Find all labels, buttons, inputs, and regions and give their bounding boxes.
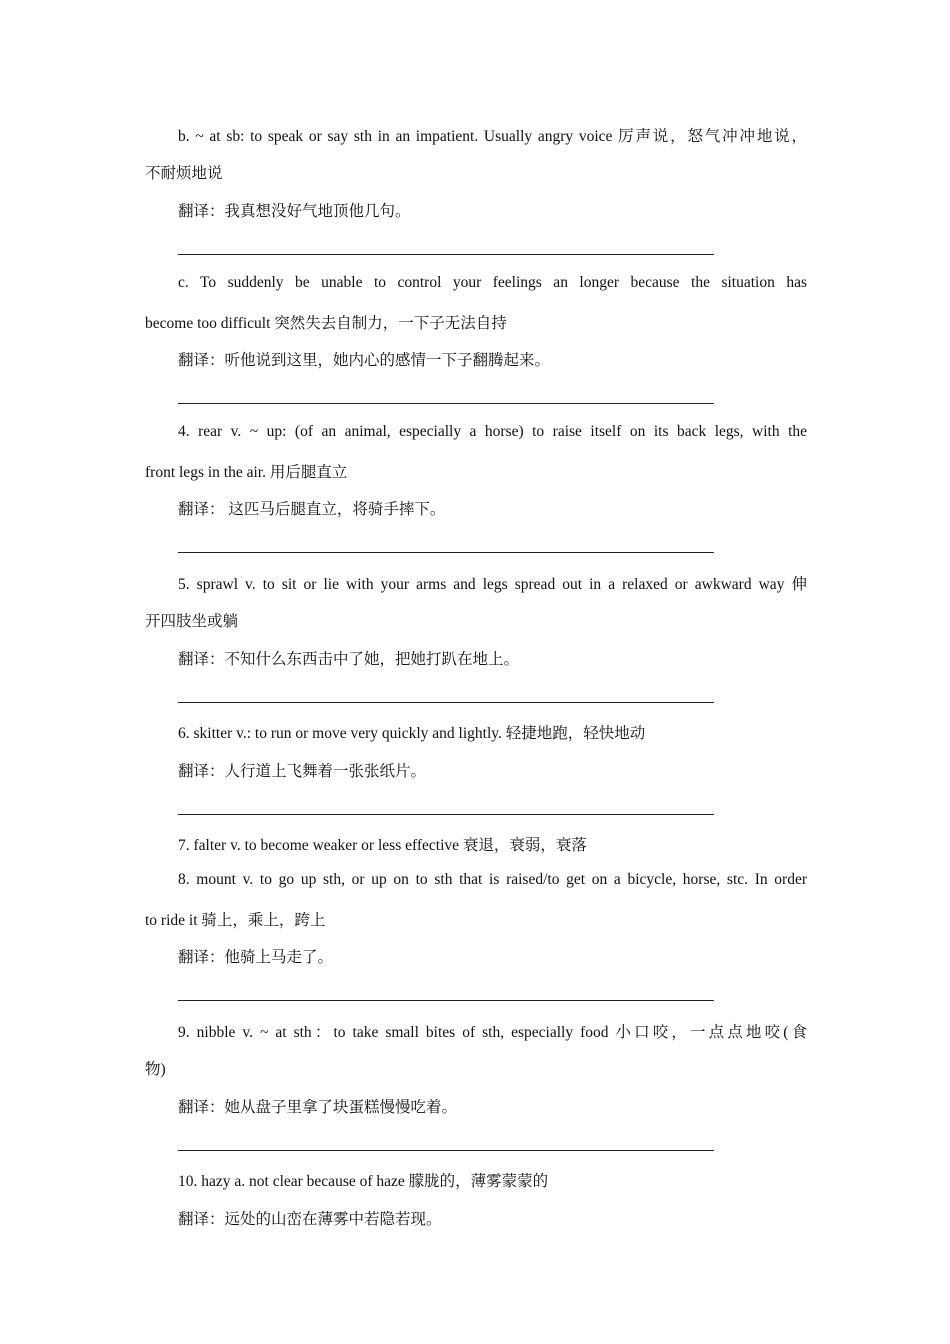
entry-skitter-translation: 翻译：人行道上飞舞着一张张纸片。 <box>178 763 427 780</box>
entry-c-definition: c. To suddenly be unable to control your feelings an longer because the situation has <box>178 274 807 291</box>
entry-b-definition-cont: 不耐烦地说 <box>145 165 223 182</box>
entry-hazy-definition: 10. hazy a. not clear because of haze 朦胧的，薄雾蒙蒙的 <box>178 1173 549 1190</box>
answer-blank[interactable] <box>178 254 714 255</box>
entry-mount-translation: 翻译：他骑上马走了。 <box>178 949 334 966</box>
entry-c-definition-cont: become too difficult 突然失去自制力，一下子无法自持 <box>145 315 507 332</box>
entry-mount-definition: 8. mount v. to go up sth, or up on to sth that is raised/to get on a bicycle, horse, stc. In order <box>178 871 807 888</box>
entry-rear-definition-cont: front legs in the air. 用后腿直立 <box>145 464 348 481</box>
answer-blank[interactable] <box>178 702 714 703</box>
answer-blank[interactable] <box>178 1000 714 1001</box>
entry-hazy-translation: 翻译：远处的山峦在薄雾中若隐若现。 <box>178 1211 442 1228</box>
entry-c-translation: 翻译：听他说到这里，她内心的感情一下子翻腾起来。 <box>178 352 551 369</box>
answer-blank[interactable] <box>178 814 714 815</box>
entry-mount-definition-cont: to ride it 骑上，乘上，跨上 <box>145 912 326 929</box>
answer-blank[interactable] <box>178 403 714 404</box>
entry-nibble-translation: 翻译：她从盘子里拿了块蛋糕慢慢吃着。 <box>178 1099 458 1116</box>
entry-rear-translation: 翻译： 这匹马后腿直立，将骑手摔下。 <box>178 501 446 518</box>
entry-nibble-definition-cont: 物) <box>145 1061 166 1078</box>
entry-sprawl-translation: 翻译：不知什么东西击中了她，把她打趴在地上。 <box>178 651 520 668</box>
entry-nibble-definition: 9. nibble v. ~ at sth：to take small bites of sth, especially food 小口咬，一点点地咬(食 <box>178 1024 807 1041</box>
entry-sprawl-definition-cont: 开四肢坐或躺 <box>145 613 239 630</box>
entry-skitter-definition: 6. skitter v.: to run or move very quickly and lightly. 轻捷地跑，轻快地动 <box>178 725 646 742</box>
entry-b-translation: 翻译：我真想没好气地顶他几句。 <box>178 203 411 220</box>
entry-rear-definition: 4. rear v. ~ up: (of an animal, especially a horse) to raise itself on its back legs, with the <box>178 423 807 440</box>
answer-blank[interactable] <box>178 552 714 553</box>
entry-falter-definition: 7. falter v. to become weaker or less effective 衰退，衰弱，衰落 <box>178 837 587 854</box>
answer-blank[interactable] <box>178 1150 714 1151</box>
entry-sprawl-definition: 5. sprawl v. to sit or lie with your arms and legs spread out in a relaxed or awkward way 伸 <box>178 576 807 593</box>
entry-b-definition: b. ~ at sb: to speak or say sth in an impatient. Usually angry voice 厉声说，怒气冲冲地说， <box>178 128 807 145</box>
